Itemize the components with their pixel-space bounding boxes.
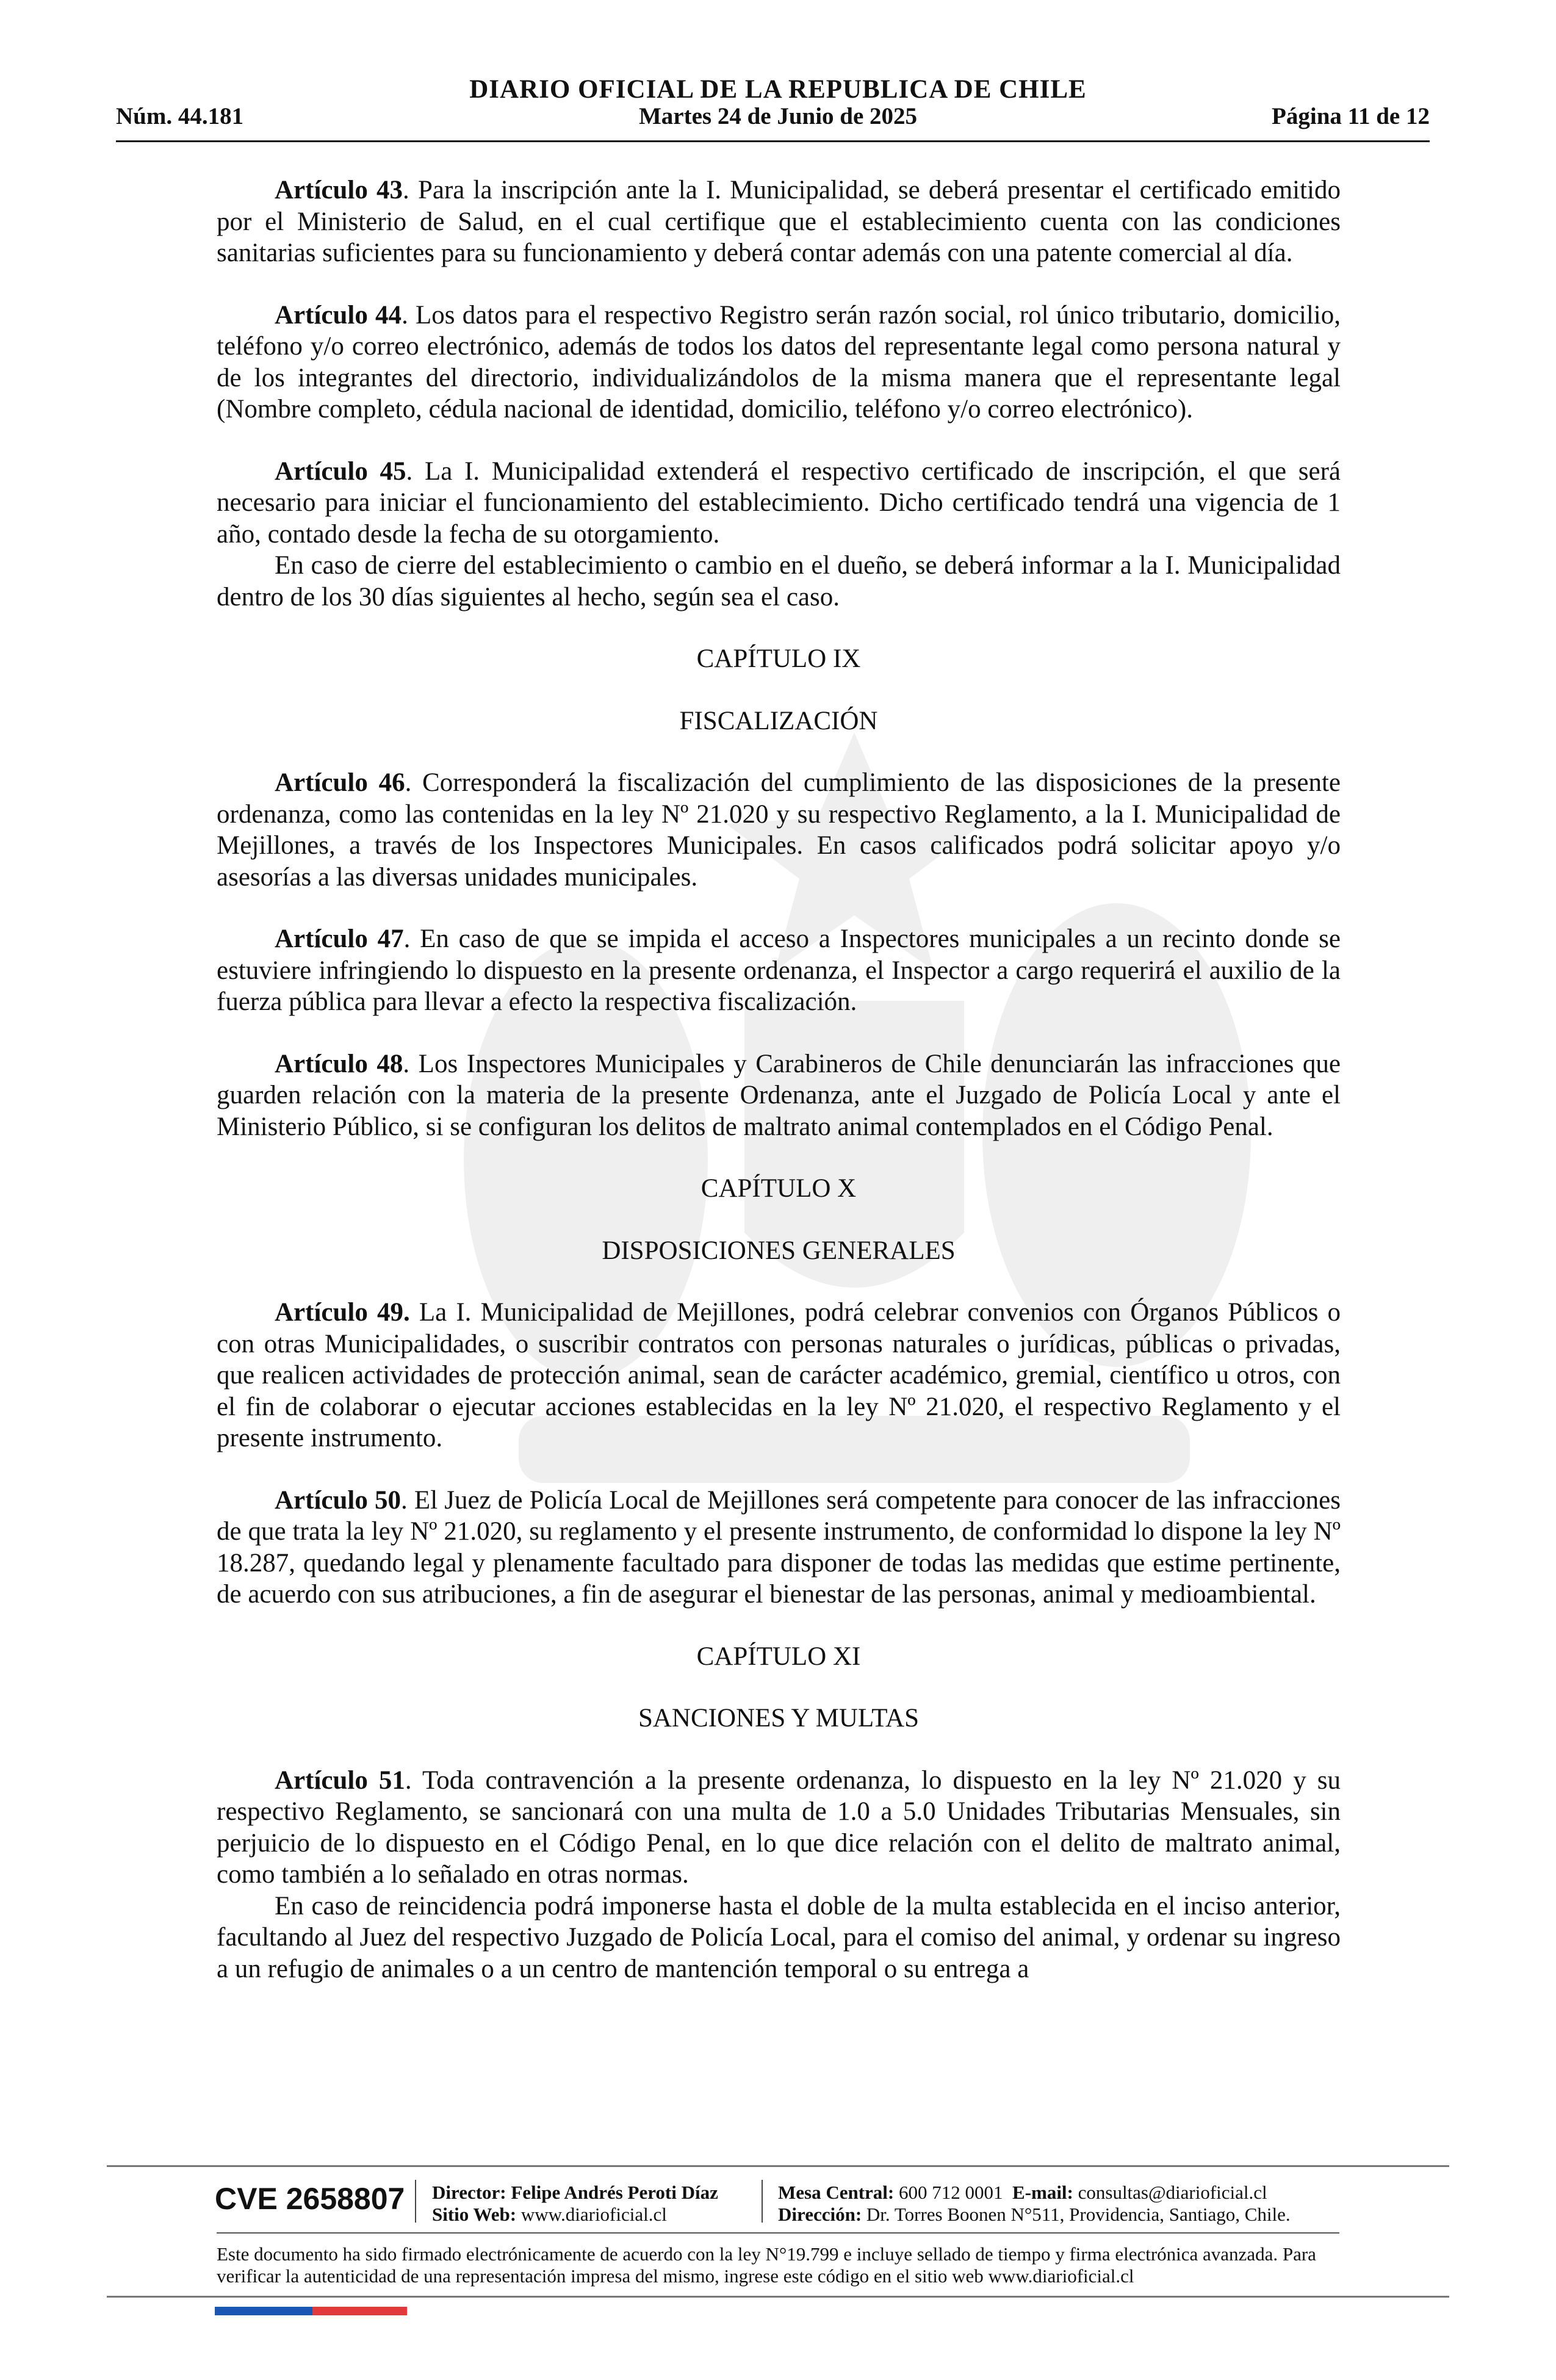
email-link[interactable]: consultas@diarioficial.cl: [1078, 2182, 1267, 2203]
flag-stripe-red: [312, 2307, 407, 2315]
article-48-text: . Los Inspectores Municipales y Carabineros de Chile denunciarán las infracciones que guarden relación con la materia de la presente Ordenanza, ante el Juzgado de Policía Local y ante el Ministerio Público, si se configuran los delitos de maltrato animal contemplados en el Código Penal.: [217, 1049, 1341, 1141]
article-49-text: La I. Municipalidad de Mejillones, podrá celebrar convenios con Órganos Públicos o con otras Municipalidades, o suscribir contratos con personas naturales o jurídicas, públicas o privadas, que realicen actividades de protección animal, sean de carácter académico, gremial, científico u otros, con el fin de colaborar o ejecutar acciones establecidas en la ley Nº 21.020, el respectivo Reglamento y el presente instrumento.: [217, 1298, 1341, 1452]
article-44-label: Artículo 44: [275, 300, 402, 330]
address-label: Dirección:: [778, 2204, 862, 2225]
footer-separator: [762, 2180, 763, 2223]
chapter-title-ix: FISCALIZACIÓN: [679, 706, 878, 735]
page-indicator: Página 11 de 12: [1272, 103, 1430, 129]
document-body: [217, 175, 1341, 1985]
issue-number: Núm. 44.181: [116, 103, 244, 129]
chapter-title-xi: SANCIONES Y MULTAS: [638, 1704, 920, 1733]
article-46: [217, 767, 1341, 893]
chapter-heading-x: CAPÍTULO X: [701, 1174, 857, 1203]
flag-stripe-blue: [215, 2307, 312, 2315]
footer-divider-bottom: [107, 2296, 1449, 2298]
director-label: Director:: [432, 2182, 506, 2203]
signature-notice: Este documento ha sido firmado electrónicamente de acuerdo con la ley N°19.799 e incluye sellado de tiempo y firma electrónica avanzada. Para verificar la autenticidad de una representación impresa del mismo, ingrese este código en el sitio web www.diarioficial.cl: [217, 2243, 1316, 2287]
article-45-text: . La I. Municipalidad extenderá el respectivo certificado de inscripción, el que será necesario para iniciar el funcionamiento del establecimiento. Dicho certificado tendrá una vigencia de 1 año, contado desde la fecha de su otorgamiento.: [217, 456, 1341, 549]
article-49: [217, 1297, 1341, 1454]
article-47-label: Artículo 47: [275, 925, 404, 953]
article-44-text: . Los datos para el respectivo Registro serán razón social, rol único tributario, domicilio, teléfono y/o correo electrónico, además de todos los datos del representante legal como persona natural y de los integrantes del directorio, individualizándolos de la misma manera que el representante legal (Nombre completo, cédula nacional de identidad, domicilio, teléfono y/o correo electrónico).: [217, 300, 1341, 424]
article-50-label: Artículo 50: [275, 1485, 402, 1515]
article-43-label: Artículo 43: [275, 176, 403, 204]
footer-divider-top: [107, 2165, 1449, 2167]
footer-separator: [415, 2180, 416, 2223]
issue-date: Martes 24 de Junio de 2025: [638, 103, 918, 129]
article-50-text: . El Juez de Policía Local de Mejillones será competente para conocer de las infracciones de que trata la ley Nº 21.020, su reglamento y el presente instrumento, de conformidad lo dispone la ley Nº 18.287, quedando legal y plenamente facultado para disponer de todas las medidas que estime pertinente, de acuerdo con sus atribuciones, a fin de asegurar el bienestar de las personas, animal y medioambiental.: [217, 1485, 1341, 1609]
article-51: [217, 1765, 1341, 1891]
article-48: [217, 1048, 1341, 1143]
footer-director-block: [432, 2182, 718, 2226]
article-47-text: . En caso de que se impida el acceso a Inspectores municipales a un recinto donde se estuviere infringiendo lo dispuesto en la presente ordenanza, el Inspector a cargo requerirá el auxilio de la fuerza pública para llevar a efecto la respectiva fiscalización.: [217, 925, 1341, 1016]
article-45-paragraph-2: En caso de cierre del establecimiento o cambio en el dueño, se deberá informar a la I. Municipalidad dentro de los 30 días siguientes al hecho, según sea el caso.: [217, 551, 1341, 611]
phone-value: 600 712 0001: [899, 2182, 1003, 2203]
footer-contact-block: [778, 2182, 1291, 2226]
newspaper-title: DIARIO OFICIAL DE LA REPUBLICA DE CHILE: [469, 75, 1087, 104]
header-divider: [116, 140, 1430, 142]
article-43: [217, 175, 1341, 269]
website-label: Sitio Web:: [432, 2204, 517, 2225]
director-name: Felipe Andrés Peroti Díaz: [511, 2182, 718, 2203]
article-48-label: Artículo 48: [275, 1049, 403, 1078]
article-44: [217, 300, 1341, 425]
website-link[interactable]: www.diarioficial.cl: [520, 2204, 667, 2225]
article-46-label: Artículo 46: [275, 768, 405, 797]
article-51-paragraph-2: En caso de reincidencia podrá imponerse hasta el doble de la multa establecida en el inciso anterior, facultando al Juez del respectivo Juzgado de Policía Local, para el comiso del animal, y ordenar su ingreso a un refugio de animales o a un centro de mantención temporal o su entrega a: [217, 1891, 1341, 1983]
article-49-label: Artículo 49.: [275, 1298, 410, 1327]
address-value: Dr. Torres Boonen N°511, Providencia, Santiago, Chile.: [866, 2204, 1291, 2225]
article-45: [217, 456, 1341, 550]
article-51-label: Artículo 51: [275, 1765, 405, 1795]
email-label: E-mail:: [1012, 2182, 1073, 2203]
article-50: [217, 1485, 1341, 1610]
article-45-label: Artículo 45: [275, 456, 406, 486]
chapter-title-x: DISPOSICIONES GENERALES: [602, 1236, 956, 1265]
article-47: [217, 923, 1341, 1018]
footer-divider-middle: [217, 2232, 1339, 2234]
cve-code: CVE 2658807: [215, 2182, 405, 2216]
article-46-text: . Corresponderá la fiscalización del cumplimiento de las disposiciones de la presente ordenanza, como las contenidas en la ley Nº 21.020 y su respectivo Reglamento, a la I. Municipalidad de Mejillones, a través de los Inspectores Municipales. En casos calificados podrá solicitar apoyo y/o asesorías a las diversas unidades municipales.: [217, 768, 1341, 892]
phone-label: Mesa Central:: [778, 2182, 895, 2203]
chapter-heading-ix: CAPÍTULO IX: [696, 644, 861, 673]
article-51-text: . Toda contravención a la presente ordenanza, lo dispuesto en la ley Nº 21.020 y su respectivo Reglamento, se sancionará con una multa de 1.0 a 5.0 Unidades Tributarias Mensuales, sin perjuicio de lo dispuesto en el Código Penal, en lo que dice relación con el delito de maltrato animal, como también a lo señalado en otras normas.: [217, 1765, 1341, 1889]
chapter-heading-xi: CAPÍTULO XI: [696, 1642, 861, 1671]
article-43-text: . Para la inscripción ante la I. Municipalidad, se deberá presentar el certificado emitido por el Ministerio de Salud, en el cual certifique que el establecimiento cuenta con las condiciones sanitarias suficientes para su funcionamiento y deberá contar además con una patente comercial al día.: [217, 176, 1341, 267]
